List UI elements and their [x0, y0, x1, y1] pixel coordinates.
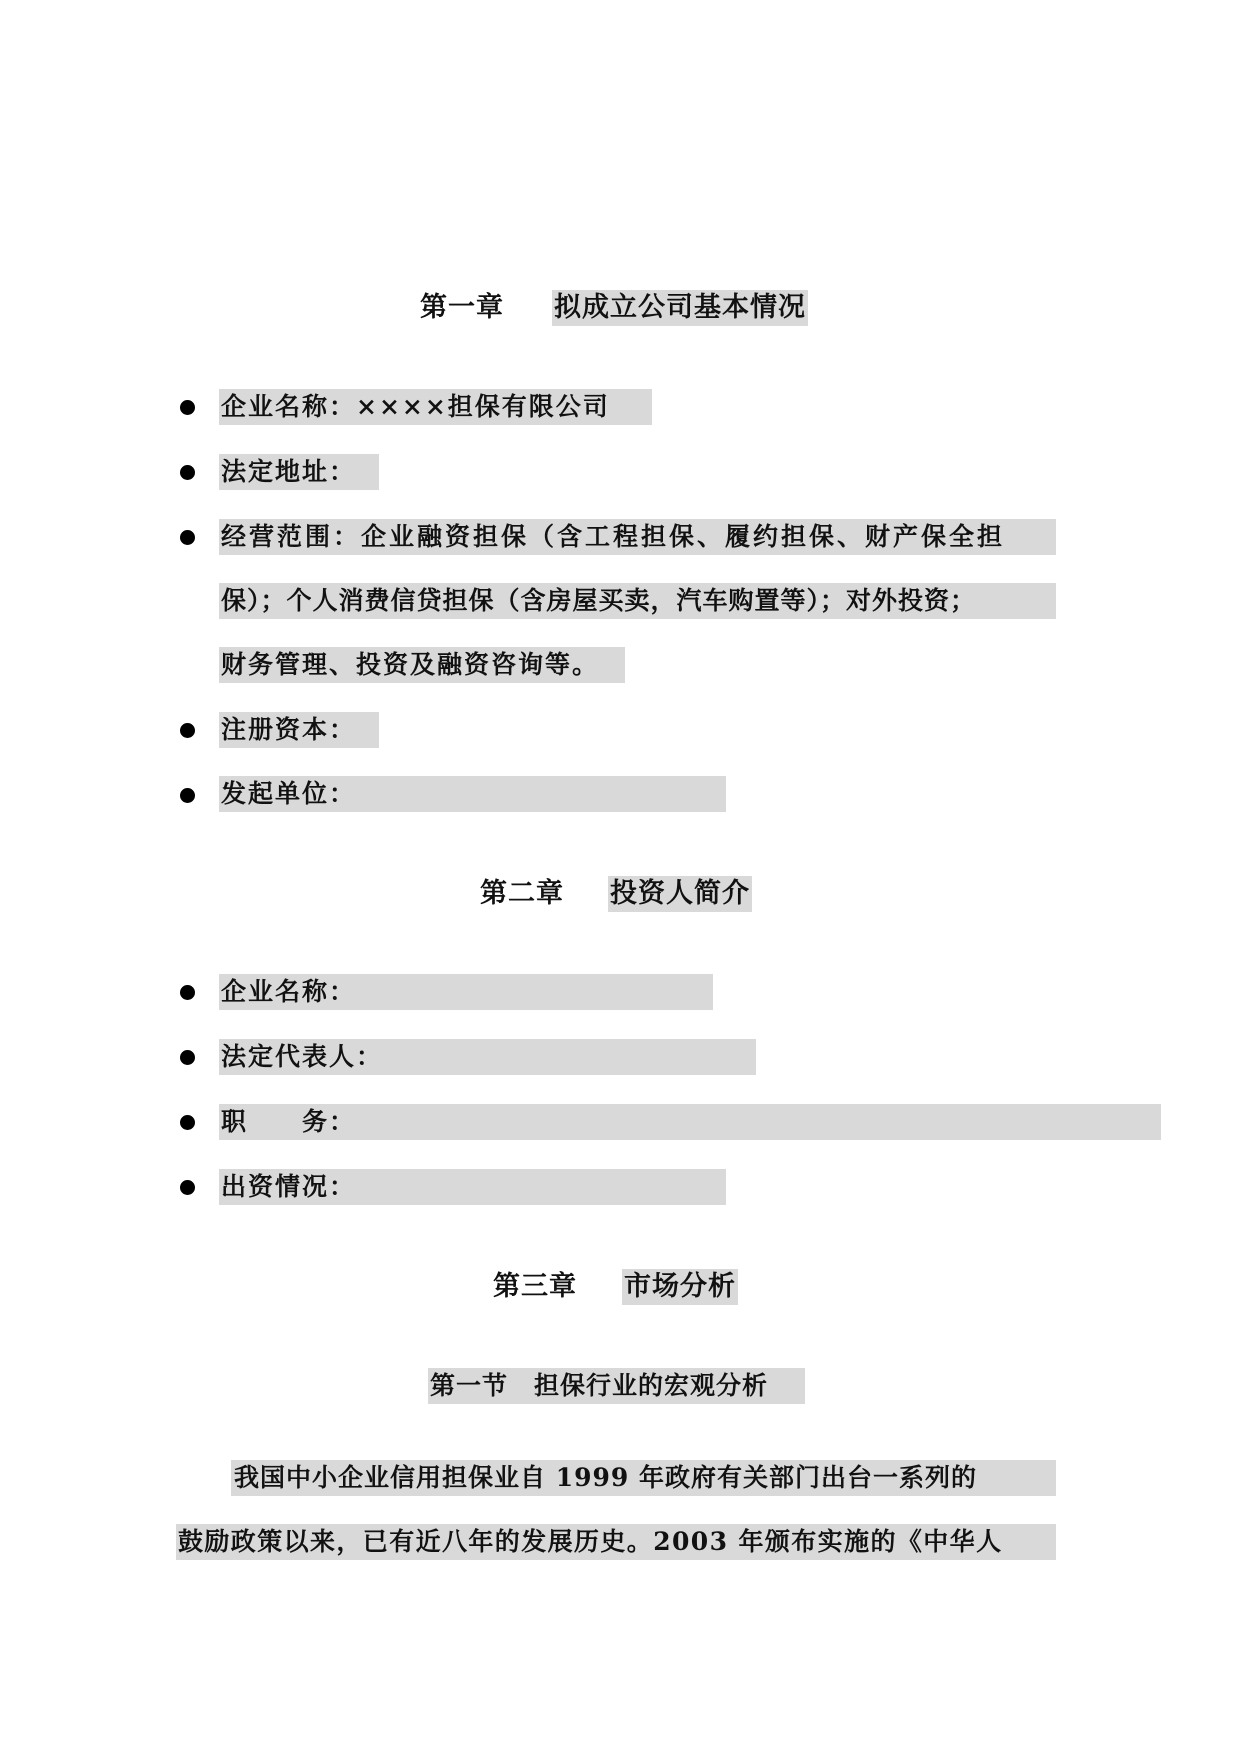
bullet-dot	[180, 1050, 195, 1065]
chapter-1-title: 拟成立公司基本情况	[552, 290, 808, 326]
legal-address-item: 法定地址：	[221, 457, 357, 486]
business-scope-line-1: 经营范围：企业融资担保（含工程担保、履约担保、财产保全担	[221, 522, 1006, 551]
chapter-1-number: 第一章	[420, 292, 504, 323]
investor-company-name-item: 企业名称：	[221, 977, 357, 1006]
bullet-dot	[180, 530, 195, 545]
section-1-title: 第一节 担保行业的宏观分析	[430, 1371, 769, 1400]
chapter-3-number: 第三章	[493, 1271, 577, 1302]
chapter-1-title-wrap	[552, 290, 808, 326]
company-name-item: 企业名称：××××担保有限公司	[221, 392, 610, 421]
capital-contribution-item: 出资情况：	[221, 1172, 357, 1201]
sponsor-item: 发起单位：	[221, 779, 357, 808]
chapter-3-heading	[493, 1269, 577, 1305]
chapter-1-heading	[420, 290, 504, 326]
registered-capital-item: 注册资本：	[221, 715, 357, 744]
bullet-dot	[180, 400, 195, 415]
business-scope-line-3: 财务管理、投资及融资咨询等。	[221, 650, 600, 679]
legal-representative-item: 法定代表人：	[221, 1042, 384, 1071]
bullet-dot	[180, 723, 195, 738]
chapter-3-title-wrap	[622, 1269, 738, 1305]
position-item: 职 务：	[221, 1107, 357, 1136]
chapter-2-heading	[480, 876, 564, 912]
chapter-3-title: 市场分析	[622, 1269, 738, 1305]
bullet-dot	[180, 1180, 195, 1195]
bullet-dot	[180, 465, 195, 480]
bullet-dot	[180, 985, 195, 1000]
chapter-2-title-wrap	[608, 876, 752, 912]
business-scope-line-2: 保）；个人消费信贷担保（含房屋买卖，汽车购置等）；对外投资；	[221, 586, 977, 615]
bullet-dot	[180, 788, 195, 803]
paragraph-line-1: 我国中小企业信用担保业自 1999 年政府有关部门出台一系列的	[234, 1463, 977, 1492]
chapter-2-title: 投资人简介	[608, 876, 752, 912]
chapter-2-number: 第二章	[480, 878, 564, 909]
highlight-box	[219, 1104, 1161, 1140]
paragraph-line-2: 鼓励政策以来，已有近八年的发展历史。2003 年颁布实施的《中华人	[178, 1527, 1003, 1556]
bullet-dot	[180, 1115, 195, 1130]
